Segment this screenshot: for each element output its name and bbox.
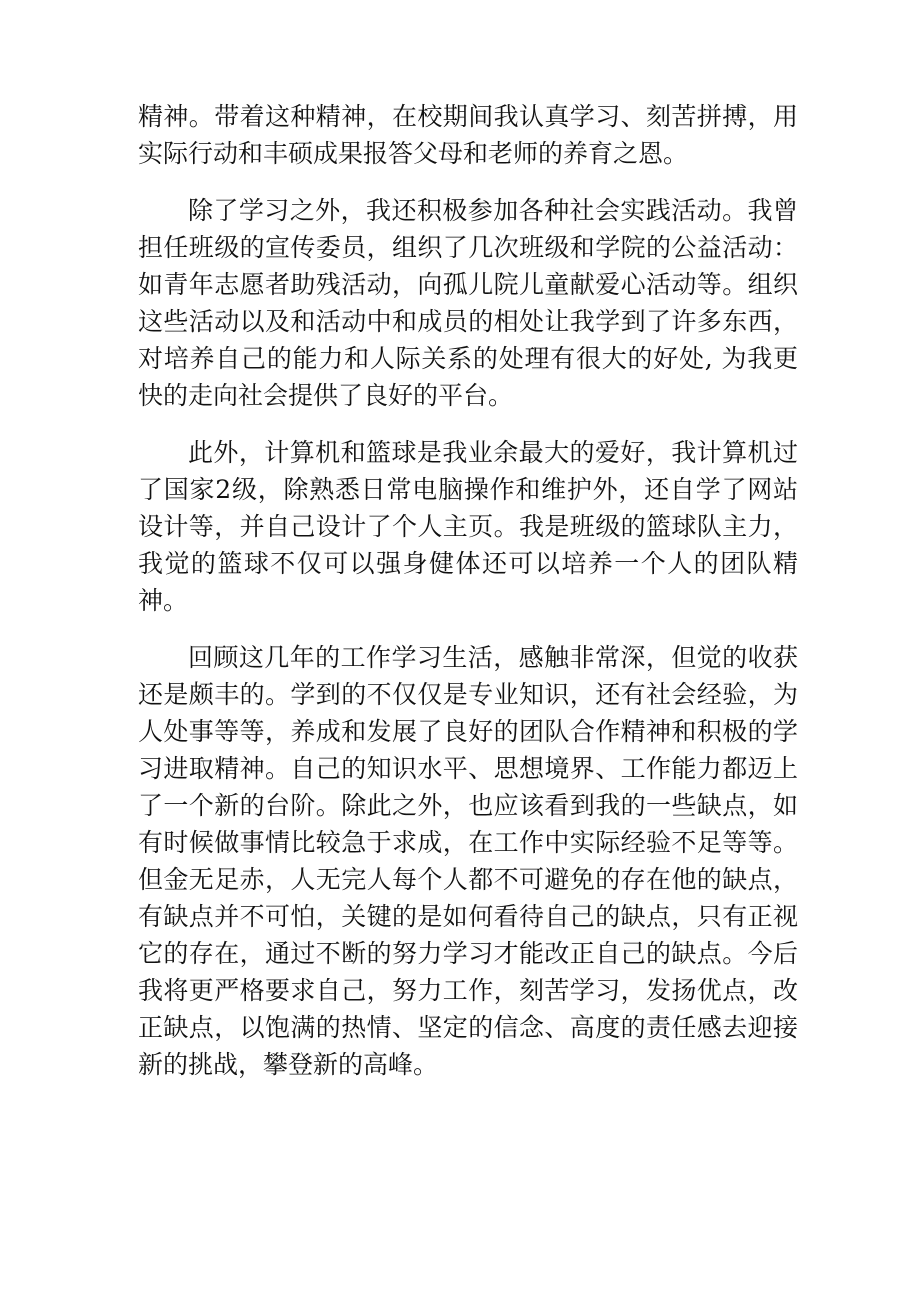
document-body — [138, 98, 798, 1103]
paragraph-social-activities: 除了学习之外，我还积极参加各种社会实践活动。我曾担任班级的宣传委员，组织了几次班级和学院的公益活动：如青年志愿者助残活动，向孤儿院儿童献爱心活动等。组织这些活动以及和活动中和成员的相处让我学到了许多东西，对培养自己的能力和人际关系的处理有很大的好处, 为我更快的走向社会提供了良好的平台。 — [138, 196, 798, 410]
paragraph-continuation: 精神。带着这种精神，在校期间我认真学习、刻苦拼搏，用实际行动和丰硕成果报答父母和老师的养育之恩。 — [138, 102, 798, 168]
paragraph-self-review: 回顾这几年的工作学习生活，感触非常深，但觉的收获还是颇丰的。学到的不仅仅是专业知识，还有社会经验，为人处事等等，养成和发展了良好的团队合作精神和积极的学习进取精神。自己的知识水平、思想境界、工作能力都迈上了一个新的台阶。除此之外，也应该看到我的一些缺点，如有时候做事情比较急于求成，在工作中实际经验不足等等。但金无足赤，人无完人每个人都不可避免的存在他的缺点，有缺点并不可怕，关键的是如何看待自己的缺点，只有正视它的存在，通过不断的努力学习才能改正自己的缺点。今后我将更严格要求自己，努力工作，刻苦学习，发扬优点，改正缺点，以饱满的热情、坚定的信念、高度的责任感去迎接新的挑战，攀登新的高峰。 — [138, 643, 798, 1079]
paragraph-hobbies: 此外，计算机和篮球是我业余最大的爱好，我计算机过了国家2级，除熟悉日常电脑操作和维护外，还自学了网站设计等，并自己设计了个人主页。我是班级的篮球队主力，我觉的篮球不仅可以强身健体还可以培养一个人的团队精神。 — [138, 438, 798, 615]
